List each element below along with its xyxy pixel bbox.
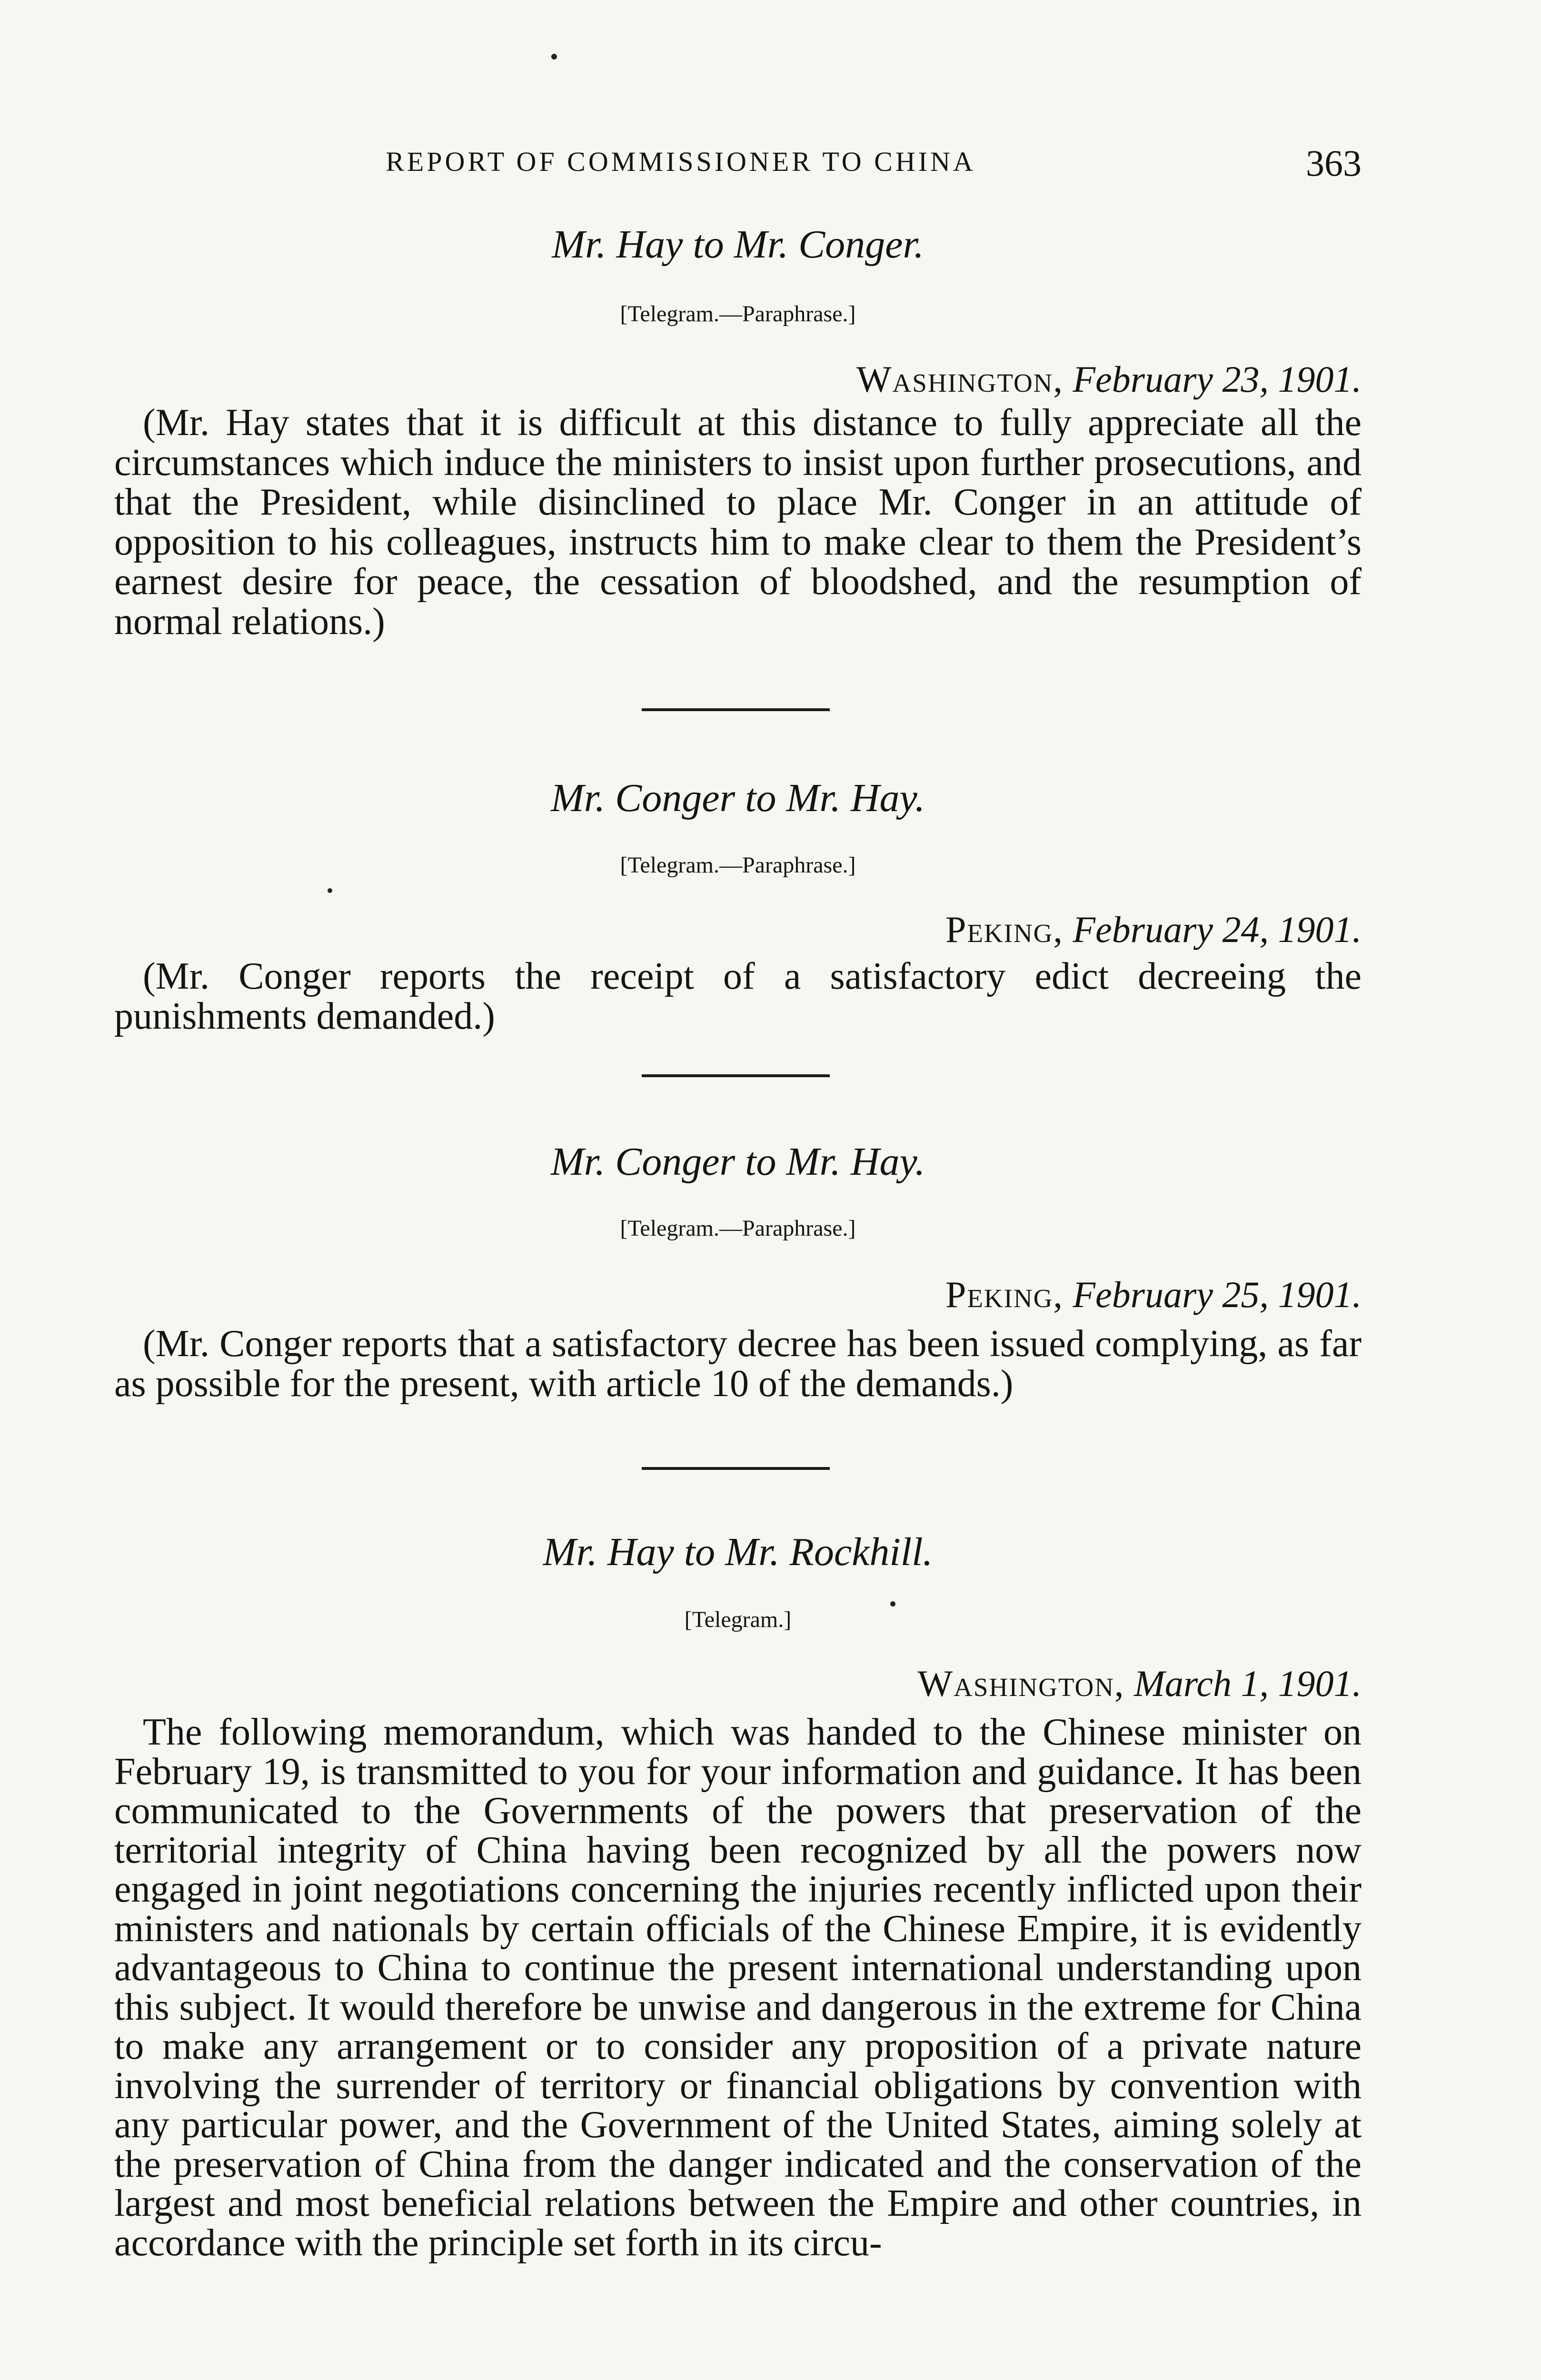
entry-body: (Mr. Conger reports that a satisfactory decree has been issued complying, as far as possible for the present, with article 10 of the demands.) [114,1323,1362,1405]
entry-title: Mr. Hay to Mr. Rockhill. [543,1530,933,1574]
entry-type: [Telegram.—Paraphrase.] [620,301,856,327]
section-divider [642,1467,830,1470]
entry-body: (Mr. Hay states that it is difficult at this distance to fully appreciate all the circumstances which induce the ministers to insist upon further prosecutions, and that the President, while disinclined to place Mr. Conger in an attitude of opposition to his colleagues, instructs him to make clear to them the President’s earnest desire for peace, the cessation of bloodshed, and the resumption of normal relations.) [114,402,1362,643]
scan-speck [551,54,557,60]
section-divider [642,708,830,711]
entry-type: [Telegram.] [684,1607,792,1632]
entry-body: (Mr. Conger reports the receipt of a satisfactory edict decreeing the punishments demanded.) [114,955,1362,1037]
dateline-place: Peking, [945,909,1064,950]
dateline-date: February 23, 1901. [1073,358,1362,400]
dateline [856,358,1362,401]
dateline-place: Washington, [856,358,1064,400]
entry-title: Mr. Conger to Mr. Hay. [550,1140,925,1184]
dateline-date: February 25, 1901. [1073,1274,1362,1315]
dateline-place: Peking, [945,1274,1064,1315]
entry-body: The following memorandum, which was handed to the Chinese minister on February 19, is transmitted to you for your information and guidance. It has been communicated to the Governments of the powers that preservation of the territorial integrity of China having been recognized by all the powers now engaged in joint negotiations concerning the injuries recently inflicted upon their ministers and nationals by certain officials of the Chinese Empire, it is evidently advantageous to China to continue the present international understanding upon this subject. It would therefore be unwise and dangerous in the extreme for China to make any arrangement or to consider any proposition of a private nature involving the surrender of territory or financial obligations by convention with any particular power, and the Government of the United States, aiming solely at the preservation of China from the danger indicated and the conservation of the largest and most beneficial relations between the Empire and other countries, in accordance with the principle set forth in its circu- [114,1711,1362,2264]
entry-type: [Telegram.—Paraphrase.] [620,1216,856,1241]
section-divider [642,1074,830,1077]
entry-type: [Telegram.—Paraphrase.] [620,853,856,878]
scan-speck [890,1601,895,1606]
dateline-date: March 1, 1901. [1133,1663,1362,1704]
dateline [945,908,1362,951]
dateline [917,1662,1362,1705]
running-head [114,142,1362,185]
running-title: REPORT OF COMMISSIONER TO CHINA [386,146,976,177]
dateline [945,1273,1362,1316]
scan-speck [328,888,332,893]
page-number: 363 [1306,142,1362,184]
entry-title: Mr. Conger to Mr. Hay. [550,776,925,820]
entry-title: Mr. Hay to Mr. Conger. [552,222,924,267]
dateline-date: February 24, 1901. [1073,909,1362,950]
dateline-place: Washington, [917,1663,1125,1704]
